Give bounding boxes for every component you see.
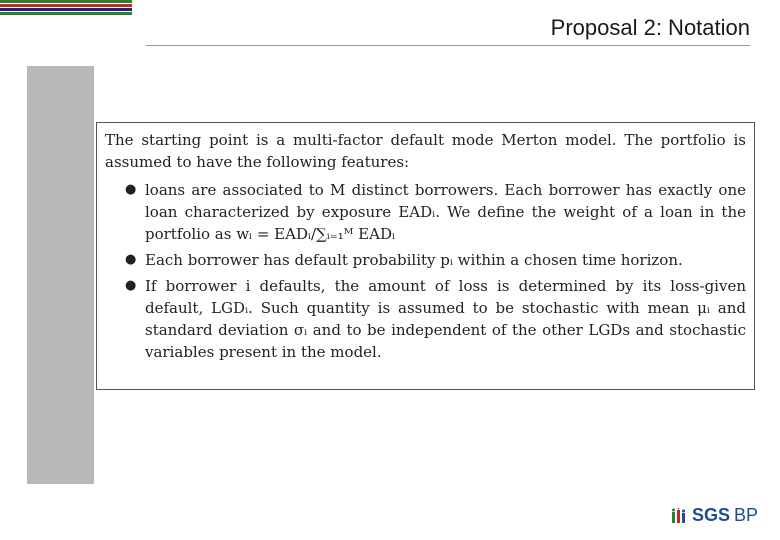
- left-sidebar-bar: [27, 66, 94, 484]
- slide-title: Proposal 2: Notation: [550, 15, 750, 40]
- header-stripes: [0, 0, 132, 18]
- bullet-text: loans are associated to M distinct borrowers. Each borrower has exactly one loan characterized by exposure EADᵢ. We define the weight of a loan in the portfolio as wᵢ = EADᵢ/∑ᵢ₌₁ᴹ EADᵢ: [145, 181, 746, 243]
- logo-suffix: BP: [733, 505, 758, 525]
- title-divider: [146, 45, 750, 46]
- stripe-green-2: [0, 12, 132, 15]
- feature-list: [105, 179, 746, 363]
- intro-paragraph: The starting point is a multi-factor default mode Merton model. The portfolio is assumed to have the following features:: [105, 131, 746, 171]
- bullet-text: Each borrower has default probability pᵢ within a chosen time horizon.: [145, 251, 683, 269]
- bullet-icon: ●: [125, 252, 137, 267]
- stripe-navy: [0, 8, 132, 11]
- bullet-icon: ●: [125, 278, 137, 293]
- sgs-bp-logo: [671, 505, 758, 526]
- people-logo-icon: [671, 508, 689, 524]
- logo-brand: SGS: [691, 505, 730, 525]
- list-item: [125, 179, 746, 245]
- bullet-icon: ●: [125, 182, 137, 197]
- stripe-red: [0, 4, 132, 7]
- list-item: [125, 249, 746, 271]
- bullet-text: If borrower i defaults, the amount of loss is determined by its loss-given default, LGDᵢ. Such quantity is assumed to be stochastic with mean μᵢ and standard deviation σᵢ and to be independent of the other LGDs and stochastic variables present in the model.: [145, 277, 746, 361]
- list-item: [125, 275, 746, 363]
- stripe-green: [0, 0, 132, 3]
- notation-box: [96, 122, 755, 390]
